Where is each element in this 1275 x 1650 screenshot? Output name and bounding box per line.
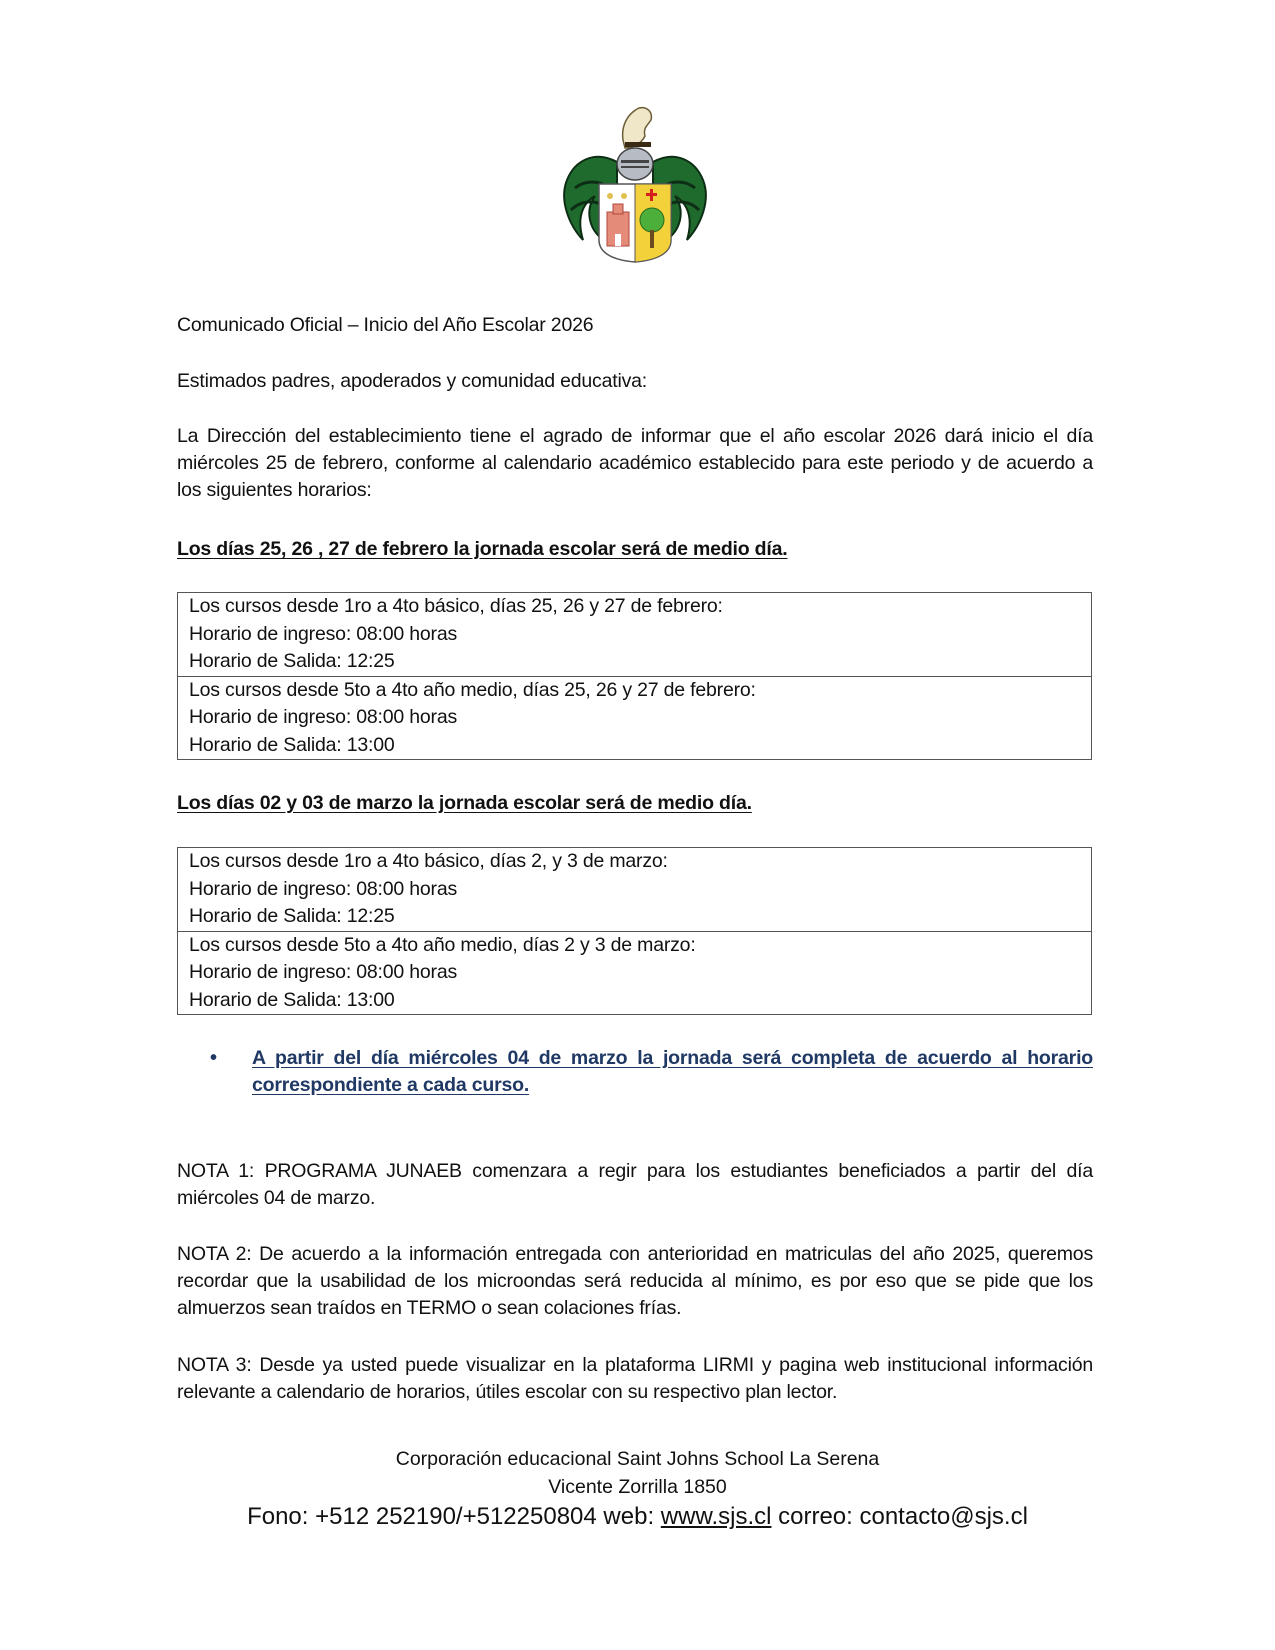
footer-address: Vicente Zorrilla 1850 bbox=[548, 1476, 727, 1498]
footer-email: correo: contacto@sjs.cl bbox=[771, 1503, 1028, 1530]
table-cell bbox=[178, 931, 1092, 1015]
note-2: NOTA 2: De acuerdo a la información entregada con anterioridad en matriculas del año 2025, queremos recordar que la usabilidad de los microondas será reducida al mínimo, es por eso que se pide que los almuerzos sean traídos en TERMO o sean colaciones frías. bbox=[177, 1243, 1093, 1319]
exit-time: Horario de Salida: 12:25 bbox=[189, 905, 395, 927]
table-row bbox=[178, 593, 1092, 677]
website-link[interactable]: www.sjs.cl bbox=[660, 1503, 772, 1530]
table-cell bbox=[178, 593, 1092, 677]
school-crest-logo bbox=[555, 100, 715, 265]
footer-phone: Fono: +512 252190/+512250804 web: bbox=[247, 1503, 661, 1530]
exit-time: Horario de Salida: 13:00 bbox=[189, 988, 395, 1011]
bullet-icon: • bbox=[210, 1047, 217, 1069]
exit-time: Horario de Salida: 13:00 bbox=[189, 733, 395, 756]
table-cell bbox=[178, 676, 1092, 760]
note-3: NOTA 3: Desde ya usted puede visualizar en la plataforma LIRMI y pagina web institucional información relevante a calendario de horarios, útiles escolar con su respectivo plan lector. bbox=[177, 1354, 1093, 1403]
courses-label: Los cursos desde 1ro a 4to básico, días 2, y 3 de marzo: bbox=[189, 850, 668, 872]
entry-time: Horario de ingreso: 08:00 horas bbox=[189, 877, 458, 900]
greeting: Estimados padres, apoderados y comunidad educativa: bbox=[177, 370, 648, 392]
intro-paragraph: La Dirección del establecimiento tiene el agrado de informar que el año escolar 2026 dará inicio el día miércoles 25 de febrero, conforme al calendario académico establecido para este periodo y de acuerdo a los siguientes horarios: bbox=[177, 425, 1093, 501]
section-heading-february: Los días 25, 26 , 27 de febrero la jornada escolar será de medio día. bbox=[177, 538, 788, 560]
schedule-table-february bbox=[177, 592, 1092, 760]
courses-label: Los cursos desde 1ro a 4to básico, días 25, 26 y 27 de febrero: bbox=[189, 595, 723, 617]
table-row bbox=[178, 931, 1092, 1015]
section-heading-march: Los días 02 y 03 de marzo la jornada escolar será de medio día. bbox=[177, 792, 752, 814]
full-day-notice-text: A partir del día miércoles 04 de marzo la jornada será completa de acuerdo al horario correspondiente a cada curso. bbox=[252, 1047, 1093, 1096]
table-row bbox=[178, 848, 1092, 932]
crest-icon bbox=[555, 100, 715, 265]
footer-contact bbox=[0, 1503, 1275, 1531]
courses-label: Los cursos desde 5to a 4to año medio, días 2 y 3 de marzo: bbox=[189, 933, 696, 956]
document-title: Comunicado Oficial – Inicio del Año Escolar 2026 bbox=[177, 314, 594, 336]
entry-time: Horario de ingreso: 08:00 horas bbox=[189, 706, 458, 728]
note-1: NOTA 1: PROGRAMA JUNAEB comenzara a regir para los estudiantes beneficiados a partir del día miércoles 04 de marzo. bbox=[177, 1160, 1093, 1209]
full-day-notice bbox=[210, 1045, 1093, 1099]
footer-organization: Corporación educacional Saint Johns School La Serena bbox=[395, 1448, 880, 1470]
entry-time: Horario de ingreso: 08:00 horas bbox=[189, 961, 458, 983]
entry-time: Horario de ingreso: 08:00 horas bbox=[189, 622, 458, 645]
table-row bbox=[178, 676, 1092, 760]
exit-time: Horario de Salida: 12:25 bbox=[189, 650, 395, 672]
table-cell bbox=[178, 848, 1092, 932]
schedule-table-march bbox=[177, 847, 1092, 1015]
courses-label: Los cursos desde 5to a 4to año medio, días 25, 26 y 27 de febrero: bbox=[189, 678, 756, 701]
